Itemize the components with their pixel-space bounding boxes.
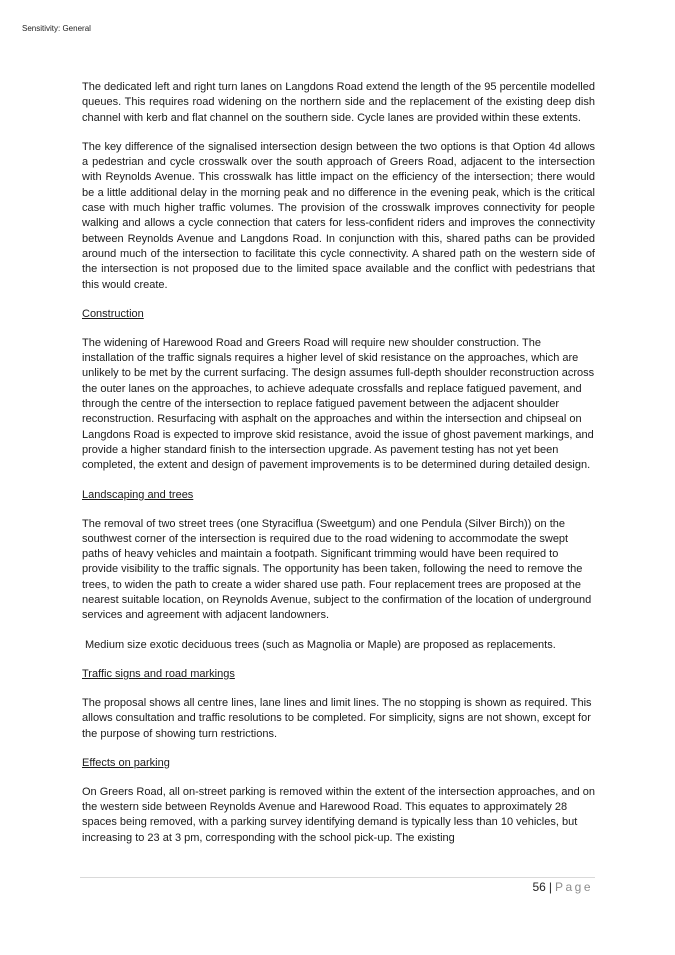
- page-label: Page: [554, 880, 593, 894]
- paragraph-replacement-trees: Medium size exotic deciduous trees (such as Magnolia or Maple) are proposed as replacements.: [85, 638, 556, 651]
- heading-construction: Construction: [82, 307, 144, 320]
- page-separator: |: [548, 880, 552, 894]
- paragraph-turn-lanes: The dedicated left and right turn lanes on Langdons Road extend the length of the 95 percentile modelled queues. This requires road widening on the northern side and the replacement of the existing deep dish channel with kerb and flat channel on the southern side. Cycle lanes are provided within these extents.: [82, 81, 595, 124]
- document-body: [82, 80, 595, 860]
- heading-parking: Effects on parking: [82, 756, 170, 769]
- paragraph-parking: On Greers Road, all on-street parking is removed within the extent of the intersection approaches, and on the western side between Reynolds Avenue and Harewood Road. This equates to approximately 28 spaces being removed, with a parking survey identifying demand is typically less than 10 vehicles, but increasing to 23 at 3 pm, corresponding with the school pick-up. The existing: [82, 785, 596, 844]
- sensitivity-label: Sensitivity: General: [22, 24, 91, 33]
- heading-traffic-signs: Traffic signs and road markings: [82, 667, 235, 680]
- footer-divider: [80, 877, 595, 878]
- heading-landscaping: Landscaping and trees: [82, 488, 194, 501]
- paragraph-signalised-design: The key difference of the signalised intersection design between the two options is that Option 4d allows a pedestrian and cycle crosswalk over the south approach of Greers Road, adjacent to the intersection with Reynolds Avenue. This crosswalk has little impact on the efficiency of the intersection; there would be a little additional delay in the morning peak and no difference in the evening peak, which is the critical case with much higher traffic volumes. The provision of the crosswalk improves connectivity for people walking and allows a cycle connection that caters for less-confident riders and improves the connectivity between Reynolds Avenue and Langdons Road. In conjunction with this, shared paths can be provided around much of the intersection to facilitate this cycle connectivity. A shared path on the western side of the intersection is not proposed due to the limited space available and the conflict with pedestrians that this would create.: [82, 140, 595, 291]
- page-number: 56: [532, 880, 546, 894]
- page-footer: [532, 880, 593, 894]
- paragraph-construction: The widening of Harewood Road and Greers Road will require new shoulder construction. The installation of the traffic signals requires a higher level of skid resistance on the approaches, which are unlikely to be met by the current surfacing. The design assumes full-depth shoulder reconstruction across the outer lanes on the approaches, to achieve adequate crossfalls and replace fatigued pavement, and through the centre of the intersection to replace fatigued pavement between the adjacent shoulder reconstruction. Resurfacing with asphalt on the approaches and within the intersection and chipseal on Langdons Road is expected to improve skid resistance, avoid the issue of ghost pavement markings, and provide a higher standard finish to the intersection upgrade. As pavement testing has not yet been completed, the extent and design of pavement improvements is to be determined during detailed design.: [82, 336, 595, 472]
- paragraph-landscaping: The removal of two street trees (one Styraciflua (Sweetgum) and one Pendula (Silver Birch)) on the southwest corner of the intersection is required due to the road widening to accommodate the swept paths of heavy vehicles and maintain a footpath. Significant trimming would have been required to provide visibility to the traffic signals. The opportunity has been taken, following the need to remove the trees, to widen the path to create a wider shared use path. Four replacement trees are proposed at the nearest suitable location, on Reynolds Avenue, subject to the confirmation of the location of underground services and agreement with adjacent landowners.: [82, 517, 592, 622]
- paragraph-traffic-signs: The proposal shows all centre lines, lane lines and limit lines. The no stopping is shown as required. This allows consultation and traffic resolutions to be completed. For simplicity, signs are not shown, except for the purpose of showing turn restrictions.: [82, 696, 592, 740]
